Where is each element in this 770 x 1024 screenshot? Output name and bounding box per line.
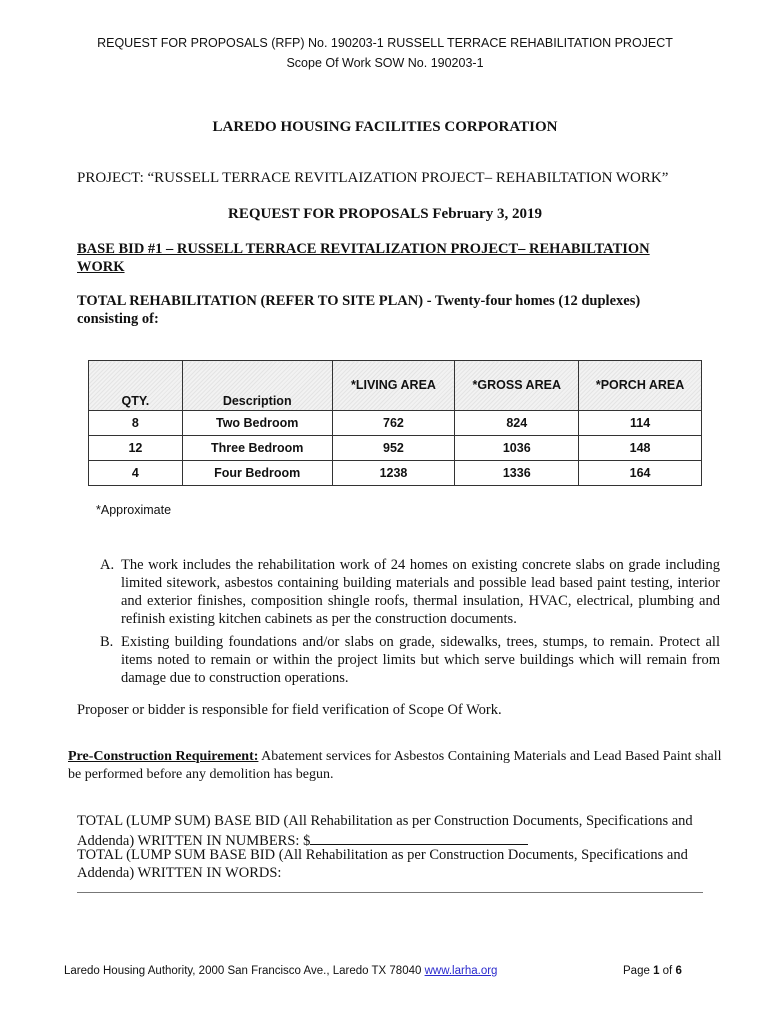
cell-description: Two Bedroom xyxy=(182,411,332,436)
page-of: of xyxy=(659,965,676,977)
base-bid-line2: WORK xyxy=(77,259,125,275)
base-bid-heading xyxy=(77,240,650,276)
total-rehabilitation-heading xyxy=(77,292,640,328)
proposer-note: Proposer or bidder is responsible for field verification of Scope Of Work. xyxy=(77,702,502,718)
rfp-date-heading: REQUEST FOR PROPOSALS February 3, 2019 xyxy=(228,206,542,222)
header-description: Description xyxy=(182,361,332,411)
cell-living-area: 1238 xyxy=(332,461,455,486)
organization-title: LAREDO HOUSING FACILITIES CORPORATION xyxy=(212,119,558,135)
page-current: 1 xyxy=(653,965,660,977)
preconstruction-label: Pre-Construction Requirement: xyxy=(68,749,259,764)
total-numbers-line1: TOTAL (LUMP SUM) BASE BID (All Rehabilitation as per Construction Documents, Specifications and xyxy=(77,813,693,829)
amount-numbers-blank[interactable] xyxy=(310,830,528,845)
scope-item-text: Existing building foundations and/or slabs on grade, sidewalks, trees, stumps, to remain. Protect all items noted to remain or within the project limits but which serve buildings which will remain from damage due to construction operations. xyxy=(121,634,720,686)
total-numbers-label: Addenda) WRITTEN IN NUMBERS: $ xyxy=(77,833,311,849)
cell-gross-area: 824 xyxy=(455,411,579,436)
scope-item-label: A. xyxy=(100,557,115,573)
base-bid-line1: BASE BID #1 – RUSSELL TERRACE REVITALIZATION PROJECT– REHABILTATION xyxy=(77,241,650,257)
footer-website-link[interactable]: www.larha.org xyxy=(424,965,498,977)
scope-item-a xyxy=(100,556,720,628)
total-words-line1: TOTAL (LUMP SUM BASE BID (All Rehabilitation as per Construction Documents, Specifications and xyxy=(77,847,688,863)
table-header-row xyxy=(89,361,702,411)
cell-living-area: 952 xyxy=(332,436,455,461)
scope-item-label: B. xyxy=(100,634,114,650)
cell-living-area: 762 xyxy=(332,411,455,436)
cell-porch-area: 164 xyxy=(579,461,702,486)
project-text: PROJECT: “RUSSELL TERRACE REVITLAIZATION PROJECT– REHABILTATION WORK” xyxy=(77,170,669,186)
total-words-line2: Addenda) WRITTEN IN WORDS: xyxy=(77,865,282,881)
document-header-line2: Scope Of Work SOW No. 190203-1 xyxy=(286,56,484,70)
project-line xyxy=(77,170,668,187)
page-total: 6 xyxy=(675,965,682,977)
scope-item-text: The work includes the rehabilitation work of 24 homes on existing concrete slabs on grade including limited sitework, asbestos containing building materials and possible lead based paint testing, interior and exterior finishes, composition shingle roofs, thermal insulation, HVAC, electrical, plumbing and refinish existing kitchen cabinets as per the construction documents. xyxy=(121,557,720,627)
cell-description: Four Bedroom xyxy=(182,461,332,486)
page-prefix: Page xyxy=(623,965,654,977)
total-rehab-line2: consisting of: xyxy=(77,311,159,327)
preconstruction-requirement xyxy=(68,748,728,784)
header-gross-area: *GROSS AREA xyxy=(455,361,579,411)
header-living-area: *LIVING AREA xyxy=(332,361,455,411)
unit-areas-table xyxy=(88,360,702,486)
cell-description: Three Bedroom xyxy=(182,436,332,461)
cell-qty: 8 xyxy=(89,411,183,436)
footer-address-text: Laredo Housing Authority, 2000 San Francisco Ave., Laredo TX 78040 xyxy=(64,965,425,977)
scope-item-b xyxy=(100,633,720,687)
total-rehab-line1: TOTAL REHABILITATION (REFER TO SITE PLAN) - Twenty-four homes (12 duplexes) xyxy=(77,293,641,309)
table-row xyxy=(89,411,702,436)
amount-words-blank-line[interactable] xyxy=(77,892,703,893)
table-footnote: *Approximate xyxy=(96,503,172,517)
document-header-line1: REQUEST FOR PROPOSALS (RFP) No. 190203-1 RUSSELL TERRACE REHABILITATION PROJECT xyxy=(97,36,673,50)
total-in-words xyxy=(77,846,688,882)
cell-qty: 12 xyxy=(89,436,183,461)
table-row xyxy=(89,461,702,486)
header-porch-area: *PORCH AREA xyxy=(579,361,702,411)
table-row xyxy=(89,436,702,461)
header-qty: QTY. xyxy=(89,361,183,411)
page-number xyxy=(623,965,682,977)
preconstruction-text: Abatement services for Asbestos Containing Materials and Lead Based Paint shall be performed before any demolition has begun. xyxy=(68,749,722,782)
total-in-numbers xyxy=(77,812,693,850)
cell-qty: 4 xyxy=(89,461,183,486)
footer-address xyxy=(64,965,497,977)
cell-gross-area: 1036 xyxy=(455,436,579,461)
cell-porch-area: 114 xyxy=(579,411,702,436)
cell-gross-area: 1336 xyxy=(455,461,579,486)
cell-porch-area: 148 xyxy=(579,436,702,461)
